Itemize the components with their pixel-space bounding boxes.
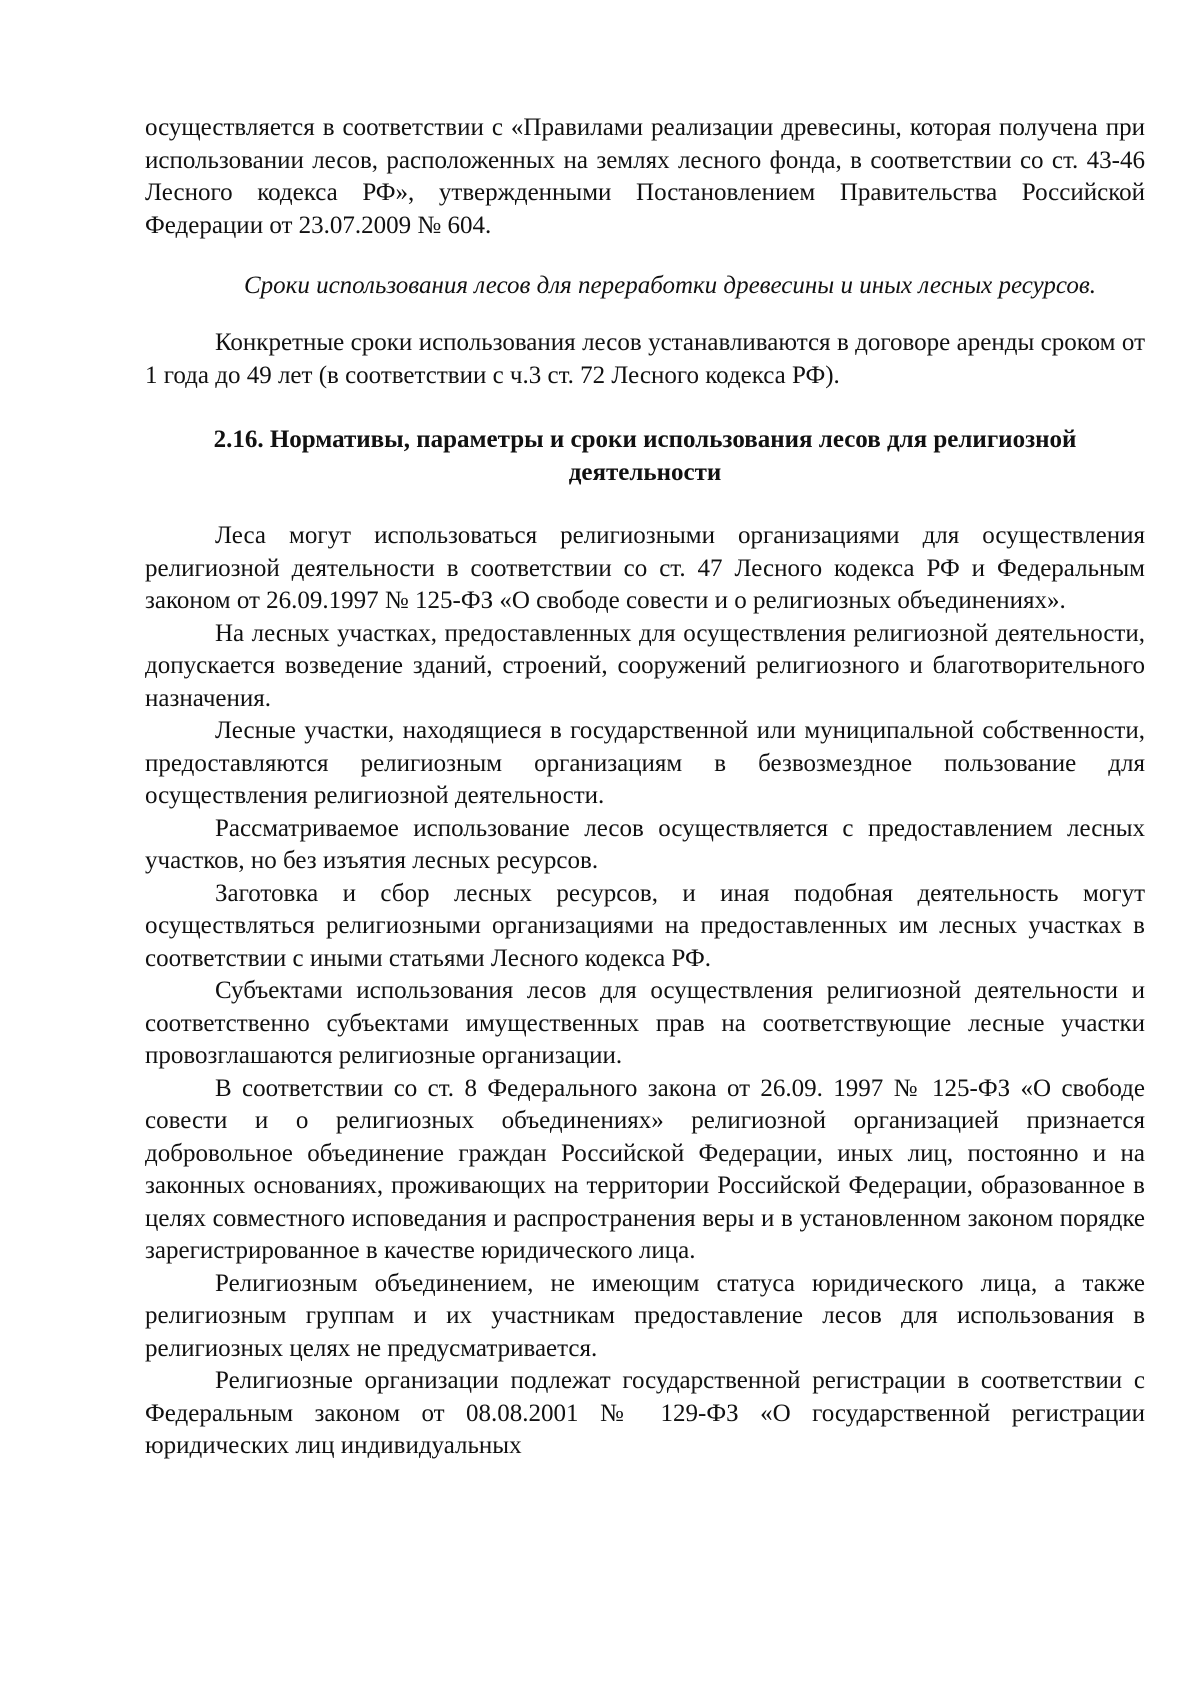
body-paragraph-5: Заготовка и сбор лесных ресурсов, и иная подобная деятельность могут осуществляться религиозными организациями на предоставленных им лесных участках в соответствии с иными статьями Лесного кодекса РФ. (145, 879, 1145, 972)
intro-paragraph: осуществляется в соответствии с «Правилами реализации древесины, которая получена при использовании лесов, расположенных на землях лесного фонда, в соответствии со ст. 43-46 Лесного кодекса РФ», утвержденными Постановлением Правительства Российской Федерации от 23.07.2009 № 604. (145, 114, 1145, 239)
body-paragraph-4: Рассматриваемое использование лесов осуществляется с предоставлением лесных участков, но без изъятия лесных ресурсов. (145, 814, 1145, 874)
section-subtitle: Сроки использования лесов для переработки древесины и иных лесных ресурсов. (243, 272, 1097, 299)
body-paragraph-8: Религиозным объединением, не имеющим статуса юридического лица, а также религиозным группам и их участникам предоставление лесов для использования в религиозных целях не предусматривается. (145, 1269, 1145, 1362)
section-heading: 2.16. Нормативы, параметры и сроки использования лесов для религиозной деятельности (213, 426, 1077, 486)
body-paragraph-9: Религиозные организации подлежат государственной регистрации в соответствии с Федеральным законом от 08.08.2001 № 129-ФЗ «О государственной регистрации юридических лиц индивидуальных (145, 1367, 1145, 1459)
body-paragraph-6: Субъектами использования лесов для осуществления религиозной деятельности и соответственно субъектами имущественных прав на соответствующие лесные участки провозглашаются религиозные организации. (145, 977, 1145, 1069)
terms-paragraph: Конкретные сроки использования лесов устанавливаются в договоре аренды сроком от 1 года до 49 лет (в соответствии с ч.3 ст. 72 Лесного кодекса РФ). (145, 329, 1145, 389)
document-page (145, 112, 1145, 1463)
body-paragraph-7: В соответствии со ст. 8 Федерального закона от 26.09. 1997 № 125-ФЗ «О свободе совести и о религиозных объединениях» религиозной организацией признается добровольное объединение граждан Российской Федерации, иных лиц, постоянно и на законных основаниях, проживающих на территории Российской Федерации, образованное в целях совместного исповедания и распространения веры и в установленном законом порядке зарегистрированное в качестве юридического лица. (145, 1074, 1145, 1264)
body-paragraph-1: Леса могут использоваться религиозными организациями для осуществления религиозной деятельности в соответствии со ст. 47 Лесного кодекса РФ и Федеральным законом от 26.09.1997 № 125-ФЗ «О свободе совести и о религиозных объединениях». (145, 522, 1145, 614)
body-paragraph-2: На лесных участках, предоставленных для осуществления религиозной деятельности, допускается возведение зданий, строений, сооружений религиозного и благотворительного назначения. (145, 619, 1145, 712)
body-paragraph-3: Лесные участки, находящиеся в государственной или муниципальной собственности, предоставляются религиозным организациям в безвозмездное пользование для осуществления религиозной деятельности. (145, 717, 1145, 809)
